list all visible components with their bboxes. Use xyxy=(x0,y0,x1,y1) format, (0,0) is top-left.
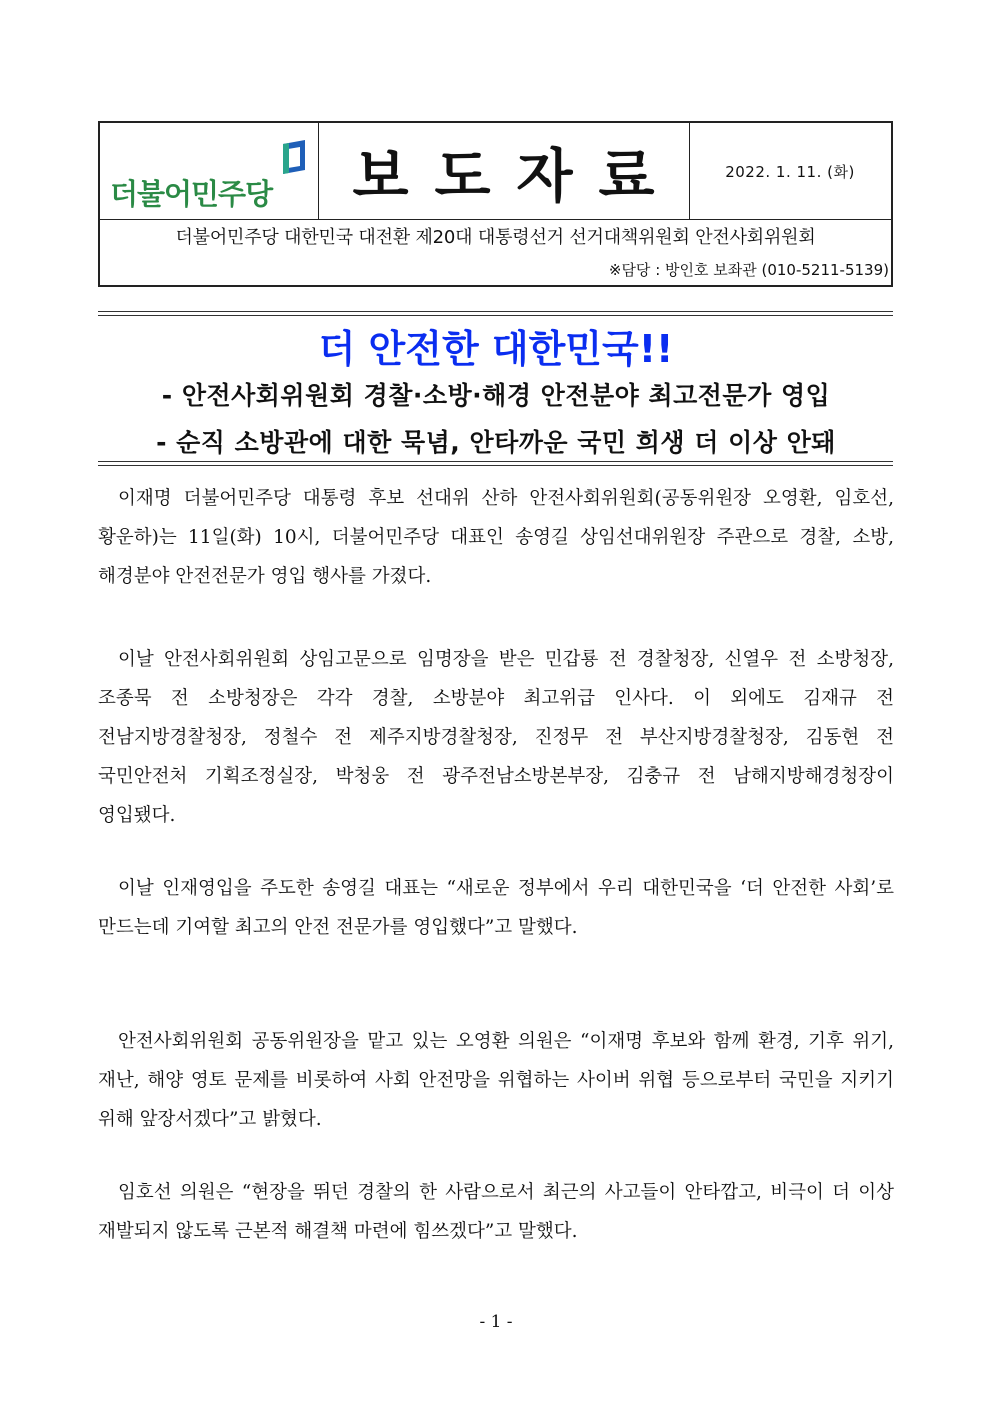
paragraph-3: 이날 인재영입을 주도한 송영길 대표는 “새로운 정부에서 우리 대한민국을 ‘더 안전한 사회’로 만드는데 기여할 최고의 안전 전문가를 영입했다”고 말했다. xyxy=(98,878,894,938)
top-divider-inner xyxy=(98,315,893,316)
paragraph-1: 이재명 더불어민주당 대통령 후보 선대위 산하 안전사회위원회(공동위원장 오영환, 임호선, 황운하)는 11일(화) 10시, 더불어민주당 대표인 송영길 상임선대위원장 주관으로 경찰, 소방, 해경분야 안전전문가 영입 행사를 가졌다. xyxy=(98,488,894,587)
paragraph-4: 안전사회위원회 공동위원장을 맡고 있는 오영환 의원은 “이재명 후보와 함께 환경, 기후 위기, 재난, 해양 영토 문제를 비롯하여 사회 안전망을 위협하는 사이버 위협 등으로부터 국민을 지키기 위해 앞장서겠다”고 밝혔다. xyxy=(98,1031,894,1130)
paragraph-2: 이날 안전사회위원회 상임고문으로 임명장을 받은 민갑룡 전 경찰청장, 신열우 전 소방청장, 조종묵 전 소방청장은 각각 경찰, 소방분야 최고위급 인사다. 이 외에도 김재규 전 전남지방경찰청장, 정철수 전 제주지방경찰청장, 진정무 전 부산지방경찰청장, 김동현 전 국민안전처 기획조정실장, 박청웅 전 광주전남소방본부장, 김충규 전 남해지방해경청장이 영입됐다. xyxy=(98,649,894,826)
party-logo xyxy=(100,123,319,219)
paragraph-5: 임호선 의원은 “현장을 뛰던 경찰의 한 사람으로서 최근의 사고들이 안타깝고, 비극이 더 이상 재발되지 않도록 근본적 해결책 마련에 힘쓰겠다”고 말했다. xyxy=(98,1182,894,1242)
page-number: - 1 - xyxy=(479,1312,513,1332)
press-release-title: 보도자료 xyxy=(352,142,681,210)
press-release-title-cell xyxy=(318,123,690,219)
header-top-row xyxy=(100,123,891,220)
organization-line: 더불어민주당 대한민국 대전환 제20대 대통령선거 선거대책위원회 안전사회위원회 xyxy=(175,227,816,248)
bottom-divider-inner xyxy=(98,465,893,466)
release-date: 2022. 1. 11. (화) xyxy=(725,162,855,181)
party-flag-icon xyxy=(281,140,309,174)
contact-line: ※담당 : 방인호 보좌관 (010-5211-5139) xyxy=(608,261,889,279)
subheadline-2: - 순직 소방관에 대한 묵념, 안타까운 국민 희생 더 이상 안돼 xyxy=(156,428,836,457)
party-logo-text: 더불어민주당 xyxy=(110,177,273,211)
subheadline-1: - 안전사회위원회 경찰·소방·해경 안전분야 최고전문가 영입 xyxy=(161,381,831,410)
headline: 더 안전한 대한민국!! xyxy=(318,327,674,371)
bottom-divider xyxy=(98,461,893,462)
date-cell xyxy=(689,123,891,219)
press-header-table xyxy=(98,121,893,287)
top-divider xyxy=(98,311,893,312)
